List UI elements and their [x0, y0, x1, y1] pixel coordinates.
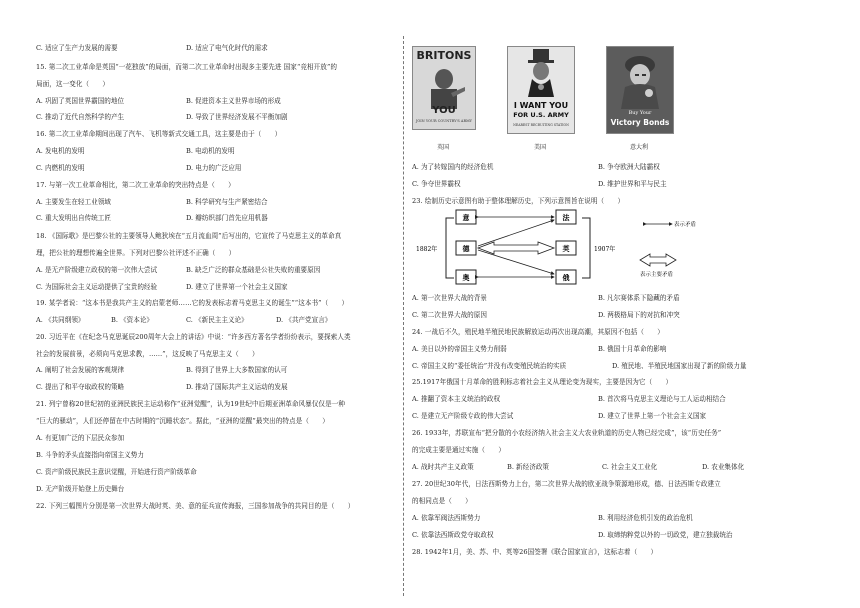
q27-option-a: A. 依靠军阀法西斯势力 [412, 514, 481, 522]
q26-option-d: D. 农业集体化 [702, 463, 745, 471]
q27-stem-line2: 的相同点是（ ） [412, 497, 472, 505]
q20-option-c: C. 提出了和平夺取政权的策略 [36, 383, 125, 391]
q28-stem: 28. 1942年1月，美、苏、中、英等26国签署《联合国家宣言》，这标志着（ ） [412, 548, 658, 556]
q27-option-c: C. 依靠法西斯政党夺取政权 [412, 531, 494, 539]
q26-stem-line2: 的完成主要是通过实施（ ） [412, 446, 506, 454]
q18-option-b: B. 缺乏广泛的群众基础是公社失败的重要原因 [186, 266, 321, 274]
poster-britain-caption: 英国 [436, 144, 449, 151]
q22-option-a: A. 为了转嫁国内的经济危机 [412, 163, 494, 171]
q22-option-d: D. 维护世界和平与民主 [598, 180, 667, 188]
q23-alliance-diagram [414, 208, 714, 288]
q15-stem-line2: 局面，这一变化（ ） [36, 80, 110, 88]
q26-stem-line1: 26. 1933年，苏联宣布“把分散的小农经济纳入社会主义大农业轨道的历史人物已经完成”，该“历史任务” [412, 429, 722, 437]
node-russia-label: 俄 [562, 273, 570, 282]
q18-option-a: A. 是无产阶级建立政权的第一次伟大尝试 [36, 266, 158, 274]
q17-option-c: C. 重大发明出自传统工匠 [36, 214, 111, 222]
poster-italy [606, 46, 674, 134]
q20-option-a: A. 阐明了社会发展的客观规律 [36, 366, 125, 374]
q20-option-b: B. 得到了世界上大多数国家的认可 [186, 366, 288, 374]
q22-option-b: B. 争夺欧洲大陆霸权 [598, 163, 660, 171]
q20-stem-line2: 社会的发展前景，必须向马克思求教，……”，这反映了马克思主义（ ） [36, 350, 259, 358]
q19-option-a: A. 《共同纲领》 [36, 316, 85, 324]
left-column [36, 0, 406, 608]
q25-stem: 25.1917年俄国十月革命的胜利标志着社会主义从理论变为现实，主要是因为它（ ） [412, 378, 673, 386]
soldier-figure-icon [615, 51, 665, 109]
q19-option-b: B. 《资本论》 [111, 316, 154, 324]
q26-option-c: C. 社会主义工业化 [602, 463, 658, 471]
q14-option-d: D. 适应了电气化时代的需求 [186, 44, 268, 52]
q16-option-a: A. 发电机的发明 [36, 147, 85, 155]
poster-italy-line2: Victory Bonds [610, 118, 670, 127]
node-italy-label: 意 [462, 213, 470, 222]
q15-option-c: C. 推动了近代自然科学的产生 [36, 113, 125, 121]
poster-usa [507, 46, 575, 134]
q17-option-d: D. 瓣纺织部门首先应用机器 [186, 214, 268, 222]
poster-britain-headline: BRITONS [416, 49, 472, 62]
q23-option-c: C. 第二次世界大战的原因 [412, 311, 487, 319]
legend-main-conflict-label: 表示主要矛盾 [640, 272, 674, 278]
q24-option-c: C. 帝国主义的“委任统治”并没有改变殖民统治的实质 [412, 362, 567, 370]
q27-option-d: D. 取缔纳粹党以外的一切政党，建立独裁统治 [598, 531, 733, 539]
poster-britain-footer: JOIN YOUR COUNTRY'S ARMY [416, 119, 472, 123]
node-austria-label: 奥 [462, 273, 470, 282]
q23-option-a: A. 第一次世界大战的背景 [412, 294, 487, 302]
uncle-sam-figure-icon [520, 49, 562, 97]
q19-stem: 19. 某学者说：“这本书是我共产主义的启蒙老师……它的发表标志着马克思主义的诞生”“这本书”（ ） [36, 299, 349, 307]
q16-option-b: B. 电动机的发明 [186, 147, 235, 155]
q24-stem: 24. 一战后不久，殖民地半殖民地民族解放运动再次出现高潮，其原因不包括（ ） [412, 328, 664, 336]
q21-stem-line2: “巨大的骚动”，人们还停留在中古时期的“沉睡状态”。据此，“亚洲的觉醒”最突出的特点是（ ） [36, 417, 329, 425]
node-germany-label: 德 [462, 244, 470, 253]
q18-option-c: C. 为国际社会主义运动提供了宝贵的经验 [36, 283, 158, 291]
kitchener-figure-icon [421, 63, 467, 109]
poster-britain [412, 46, 476, 130]
q27-stem-line1: 27. 20世纪30年代，日法西斯势力上台，第二次世界大战的欧亚战争策源地形成，德、日法西斯专政建立 [412, 480, 721, 488]
node-britain-label: 英 [562, 244, 570, 253]
q20-option-d: D. 推动了国际共产主义运动的发展 [186, 383, 288, 391]
q18-stem-line2: 理，把公社的理想传遍全世界。下列对巴黎公社评述不正确（ ） [36, 249, 236, 257]
q21-stem-line1: 21. 列宁曾称20世纪初的亚洲民族民主运动称作“亚洲觉醒”，认为19世纪中后期亚洲革命风暴仅仅是一种 [36, 400, 345, 408]
triple-alliance-bracket [446, 218, 454, 278]
node-france-label: 法 [562, 213, 570, 222]
right-column [412, 0, 832, 608]
q26-option-b: B. 新经济政策 [507, 463, 550, 471]
poster-italy-line1: Buy Your [628, 110, 652, 116]
q23-stem: 23. 绘制历史示意图有助于整体理解历史，下列示意图旨在说明（ ） [412, 197, 625, 205]
main-conflict-arrow [478, 242, 554, 254]
q15-option-a: A. 巩固了英国世界霸国的地位 [36, 97, 125, 105]
q25-option-d: D. 建立了世界上第一个社会主义国家 [598, 412, 707, 420]
q27-option-b: B. 利用经济危机引发的政治危机 [598, 514, 693, 522]
q21-option-a: A. 有更加广泛的下层民众参加 [36, 434, 125, 442]
q14-option-c: C. 适应了生产力发展的需要 [36, 44, 118, 52]
q24-option-d: D. 殖民地、半殖民地国家出现了新的阶级力量 [612, 362, 747, 370]
q23-option-b: B. 凡尔赛体系下隐藏的矛盾 [598, 294, 680, 302]
poster-britain-you: YOU [432, 105, 456, 116]
q22-option-c: C. 争夺世界霸权 [412, 180, 461, 188]
q26-option-a: A. 战时共产主义政策 [412, 463, 474, 471]
q16-option-c: C. 内燃机的发明 [36, 164, 85, 172]
q15-option-b: B. 促进资本主义世界市场的形成 [186, 97, 281, 105]
q15-stem-line1: 15. 第二次工业革命是英国“一花独放”的局面，而第二次工业革命时出现多主要先进 国家“竞相开放”的 [36, 63, 338, 71]
q24-option-b: B. 俄国十月革命的影响 [598, 345, 667, 353]
q19-option-c: C. 《新民主主义论》 [186, 316, 248, 324]
q18-stem-line1: 18. 《国际歌》是巴黎公社的主要领导人鲍狄埃在“五月流血周”后写出的，它宣传了马克思主义的革命真 [36, 232, 342, 240]
q17-option-b: B. 科学研究与生产紧密结合 [186, 198, 268, 206]
diagram-year-right: 1907年 [594, 246, 616, 253]
triple-entente-bracket [582, 218, 590, 278]
q21-option-b: B. 斗争的矛头直接指向帝国主义势力 [36, 451, 144, 459]
q23-option-d: D. 两极格局下的对抗和冲突 [598, 311, 680, 319]
q16-option-d: D. 电力的广泛应用 [186, 164, 242, 172]
q25-option-b: B. 首次将马克思主义理论与工人运动相结合 [598, 395, 726, 403]
q25-option-a: A. 推翻了资本主义统治的政权 [412, 395, 501, 403]
q17-option-a: A. 主要发生在轻工业领域 [36, 198, 111, 206]
q21-option-d: D. 无产阶级开始登上历史舞台 [36, 485, 125, 493]
q25-option-c: C. 是建立无产阶级专政的伟大尝试 [412, 412, 514, 420]
diagram-legend [640, 220, 697, 278]
poster-usa-line1: I WANT YOU [513, 101, 569, 110]
poster-usa-footer: NEAREST RECRUITING STATION [513, 123, 569, 127]
poster-italy-caption: 意大利 [629, 144, 648, 151]
q24-option-a: A. 美日以外的帝国主义势力削弱 [412, 345, 507, 353]
q21-option-c: C. 资产阶级民族民主意识觉醒，开始进行资产阶级革命 [36, 468, 197, 476]
poster-usa-line2: FOR U.S. ARMY [513, 111, 569, 119]
diagram-year-left: 1882年 [416, 246, 438, 253]
poster-usa-caption: 美国 [533, 144, 546, 151]
q19-option-d: D. 《共产党宣言》 [276, 316, 332, 324]
q15-option-d: D. 导致了世界经济发展不平衡加剧 [186, 113, 288, 121]
q16-stem: 16. 第二次工业革命期间出现了汽车、飞机等新式交通工具，这主要是由于（ ） [36, 130, 282, 138]
q17-stem: 17. 与第一次工业革命相比，第二次工业革命的突出特点是（ ） [36, 181, 235, 189]
legend-conflict-label: 表示矛盾 [674, 222, 697, 228]
q18-option-d: D. 建立了世界第一个社会主义国家 [186, 283, 288, 291]
q20-stem-line1: 20. 习近平在《在纪念马克思诞辰200周年大会上的讲话》中说：“许多西方著名学者纷纷表示，要探索人类 [36, 333, 351, 341]
q22-stem: 22. 下列三幅图片分别是第一次世界大战时英、美、意的征兵宣传海报，三国参加战争的共同目的是（ ） [36, 502, 355, 510]
